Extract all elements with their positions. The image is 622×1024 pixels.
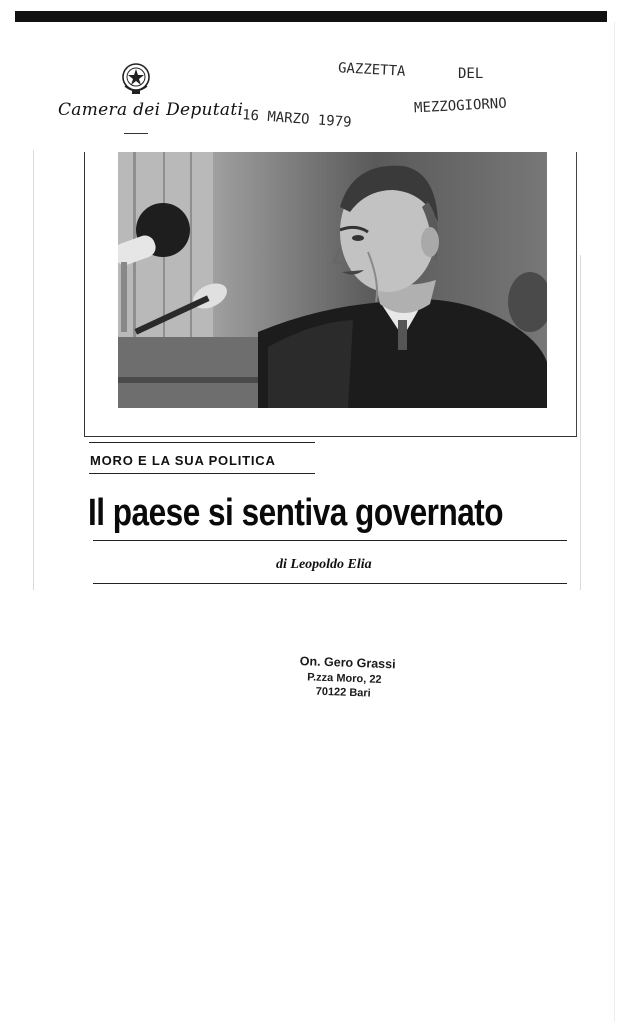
- scan-left-margin: [33, 150, 34, 590]
- page-right-edge: [614, 22, 615, 1022]
- speaker-at-microphone-photo: [118, 152, 547, 408]
- scan-top-edge: [15, 11, 607, 22]
- kicker-bottom-rule: [89, 473, 315, 474]
- byline-rule: [93, 583, 567, 584]
- article-byline: di Leopoldo Elia: [276, 557, 372, 572]
- address-stamp: [296, 654, 395, 700]
- handwritten-newspaper-word3: MEZZOGIORNO: [413, 95, 508, 117]
- scan-right-margin: [580, 255, 581, 590]
- stamp-street: P.zza Moro, 22: [306, 671, 382, 686]
- kicker-top-rule: [89, 442, 315, 443]
- italian-republic-emblem-icon: [120, 62, 152, 96]
- headline-rule: [93, 540, 567, 541]
- handwritten-newspaper-word2: DEL: [458, 66, 484, 82]
- chamber-name: Camera dei Deputati: [58, 100, 244, 120]
- chamber-underline: [124, 133, 148, 134]
- handwritten-newspaper-word1: GAZZETTA: [337, 60, 406, 80]
- handwritten-date: 16 MARZO 1979: [241, 107, 353, 131]
- section-kicker: MORO E LA SUA POLITICA: [90, 453, 276, 468]
- stamp-name: On. Gero Grassi: [299, 654, 396, 672]
- stamp-city: 70122 Bari: [315, 685, 371, 700]
- article-headline: Il paese si sentiva governato: [88, 492, 504, 534]
